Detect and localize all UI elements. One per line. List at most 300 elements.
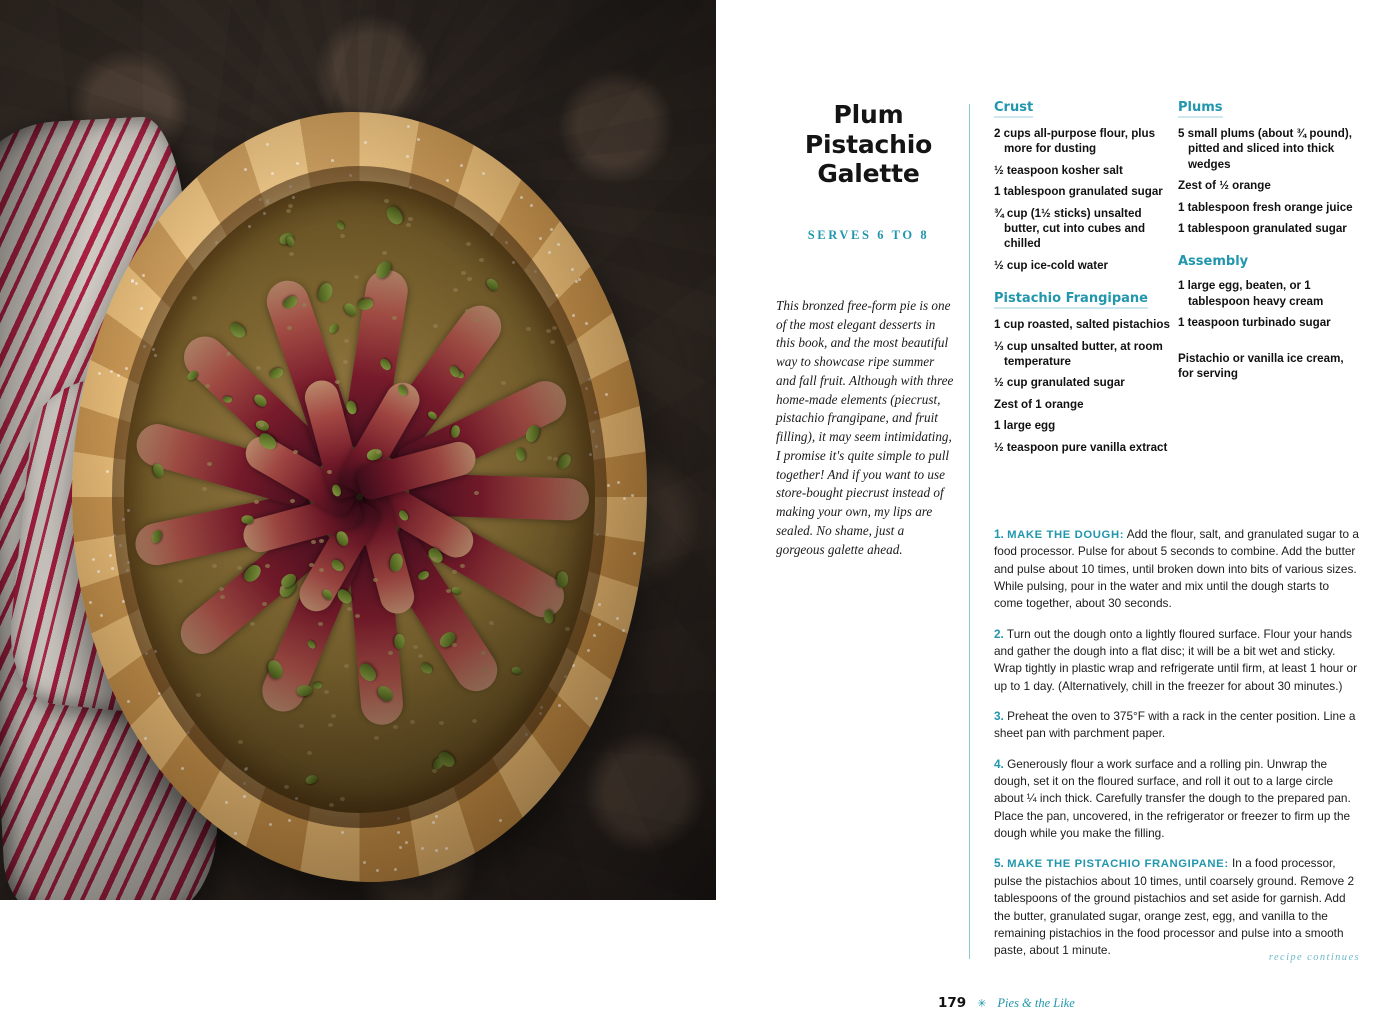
frangipane-crumb xyxy=(433,324,438,328)
turbinado-sugar-speck xyxy=(534,270,537,273)
pistachio-garnish xyxy=(485,277,501,293)
ingredient-group-heading: Crust xyxy=(994,100,1033,118)
pistachio-garnish xyxy=(389,552,404,572)
frangipane-crumb xyxy=(552,326,557,330)
pistachio-garnish xyxy=(268,367,285,381)
list-item: 1 tablespoon granulated sugar xyxy=(994,185,1163,199)
folio xyxy=(938,995,1075,1011)
turbinado-sugar-speck xyxy=(125,367,128,370)
ingredient-group-heading: Pistachio Frangipane xyxy=(994,291,1148,309)
turbinado-sugar-speck xyxy=(505,241,508,244)
turbinado-sugar-speck xyxy=(349,174,352,177)
turbinado-sugar-speck xyxy=(558,704,561,707)
turbinado-sugar-speck xyxy=(295,797,298,800)
pistachio-garnish xyxy=(335,220,346,231)
plum-wedge xyxy=(392,374,572,490)
frangipane-crumb xyxy=(327,470,332,474)
turbinado-sugar-speck xyxy=(397,817,400,820)
frangipane-crumb xyxy=(460,564,465,568)
turbinado-sugar-speck xyxy=(259,198,262,201)
turbinado-sugar-speck xyxy=(127,561,130,564)
pistachio-garnish xyxy=(436,749,457,770)
frangipane-crumb xyxy=(335,380,340,384)
step-number: 4. xyxy=(994,756,1004,771)
pistachio-garnish xyxy=(279,571,299,590)
turbinado-sugar-speck xyxy=(435,849,438,852)
turbinado-sugar-speck xyxy=(215,241,218,244)
pistachio-garnish xyxy=(223,396,233,403)
plum-wedge xyxy=(132,419,317,509)
pistachio-garnish xyxy=(378,357,393,372)
list-item: 1 tablespoon fresh orange juice xyxy=(1178,200,1353,214)
plum-wedge xyxy=(301,377,365,502)
pistachio-garnish xyxy=(523,424,541,445)
list-item: Zest of ½ orange xyxy=(1178,179,1271,193)
frangipane-crumb xyxy=(489,621,494,625)
turbinado-sugar-speck xyxy=(92,558,95,561)
frangipane-crumb xyxy=(290,499,295,503)
page-number: 179 xyxy=(938,995,967,1011)
turbinado-sugar-speck xyxy=(622,629,625,632)
turbinado-sugar-speck xyxy=(266,199,269,202)
pistachio-garnish xyxy=(543,609,554,624)
turbinado-sugar-speck xyxy=(435,815,438,818)
frangipane-crumb xyxy=(408,217,413,221)
turbinado-sugar-speck xyxy=(152,348,155,351)
frangipane-crumb xyxy=(238,740,243,744)
turbinado-sugar-speck xyxy=(145,652,148,655)
step-text: Generously flour a work surface and a rolling pin. Unwrap the dough, set it on the floured surface, and roll it out to a large circle about ¼ inch thick. Carefully transfer the dough to the prepared pan. Place the pan, uncovered, in the refrigerator or freezer to firm up the dough while you make the filling. xyxy=(994,756,1351,840)
frangipane-crumb xyxy=(467,277,472,281)
turbinado-sugar-speck xyxy=(296,162,299,165)
turbinado-sugar-speck xyxy=(154,354,157,357)
frangipane-crumb xyxy=(376,450,381,454)
frangipane-crumb xyxy=(344,664,349,668)
pistachio-garnish xyxy=(418,661,433,676)
pistachio-garnish xyxy=(149,529,163,545)
frangipane-crumb xyxy=(307,751,312,755)
turbinado-sugar-speck xyxy=(623,497,626,500)
turbinado-sugar-speck xyxy=(520,196,523,199)
turbinado-sugar-speck xyxy=(550,228,553,231)
pistachio-garnish xyxy=(331,484,343,498)
turbinado-sugar-speck xyxy=(540,706,543,709)
pistachio-garnish xyxy=(366,447,384,462)
turbinado-sugar-speck xyxy=(592,430,595,433)
turbinado-sugar-speck xyxy=(598,623,601,626)
pistachio-garnish xyxy=(335,587,354,606)
pistachio-garnish xyxy=(396,383,409,397)
frangipane-crumb xyxy=(226,352,231,356)
pistachio-garnish xyxy=(357,661,380,685)
list-item: ½ cup granulated sugar xyxy=(994,376,1125,390)
plum-wedge xyxy=(342,267,411,451)
frangipane-crumb xyxy=(418,654,423,658)
pistachio-garnish xyxy=(241,562,264,585)
plum-wedge xyxy=(173,516,339,663)
list-item: ½ teaspoon pure vanilla extract xyxy=(994,440,1168,454)
turbinado-sugar-speck xyxy=(585,322,588,325)
ingredient-group-plums xyxy=(1178,98,1360,236)
pistachio-garnish xyxy=(281,294,300,311)
plum-wedge xyxy=(354,492,418,617)
turbinado-sugar-speck xyxy=(109,554,112,557)
frangipane-crumb xyxy=(393,725,398,729)
turbinado-sugar-speck xyxy=(530,204,533,207)
frangipane-crumb xyxy=(461,271,466,275)
list-item: 5 small plums (about ¾ pound), pitted and sliced into thick wedges xyxy=(1178,127,1352,171)
turbinado-sugar-speck xyxy=(595,445,598,448)
frangipane-crumb xyxy=(344,339,349,343)
turbinado-sugar-speck xyxy=(557,243,560,246)
turbinado-sugar-speck xyxy=(397,831,400,834)
pistachio-garnish xyxy=(373,258,394,280)
frangipane-crumb xyxy=(526,327,531,331)
ingredient-list xyxy=(994,317,1170,455)
frangipane-crumb xyxy=(178,579,183,583)
frangipane-crumb xyxy=(473,318,478,322)
frangipane-crumb xyxy=(212,564,217,568)
turbinado-sugar-speck xyxy=(406,155,409,158)
pistachio-garnish xyxy=(254,419,270,433)
frangipane-crumb xyxy=(481,651,486,655)
asterisk-icon: ✳ xyxy=(977,997,987,1010)
ingredient-list xyxy=(1178,126,1360,236)
step-number: 3. xyxy=(994,709,1004,724)
turbinado-sugar-speck xyxy=(445,847,448,850)
plum-wedge xyxy=(368,298,509,468)
turbinado-sugar-speck xyxy=(289,185,292,188)
turbinado-sugar-speck xyxy=(243,782,246,785)
frangipane-crumb xyxy=(446,589,451,593)
frangipane-crumb xyxy=(318,622,323,626)
turbinado-sugar-speck xyxy=(266,201,269,204)
plum-wedge xyxy=(359,474,480,563)
turbinado-sugar-speck xyxy=(564,675,567,678)
pistachio-garnish xyxy=(431,755,446,771)
turbinado-sugar-speck xyxy=(187,731,190,734)
turbinado-sugar-speck xyxy=(89,601,92,604)
pistachio-garnish xyxy=(297,684,314,696)
frangipane-crumb xyxy=(465,309,470,313)
list-item: ½ teaspoon kosher salt xyxy=(994,163,1123,177)
list-item: ½ cup ice-cold water xyxy=(994,258,1109,272)
list-item: 1 cup roasted, salted pistachios xyxy=(994,318,1170,332)
pistachio-garnish xyxy=(397,509,410,522)
serving-note: Pistachio or vanilla ice cream, for serving xyxy=(1178,351,1344,381)
turbinado-sugar-speck xyxy=(598,603,601,606)
pistachio-garnish xyxy=(514,447,526,462)
frangipane-crumb xyxy=(192,296,197,300)
turbinado-sugar-speck xyxy=(539,712,542,715)
ingredients-column-right xyxy=(1178,98,1360,381)
turbinado-sugar-speck xyxy=(594,411,597,414)
pistachio-garnish xyxy=(227,321,248,341)
frangipane-crumb xyxy=(284,785,289,789)
turbinado-sugar-speck xyxy=(499,819,502,822)
turbinado-sugar-speck xyxy=(482,172,485,175)
frangipane-crumb xyxy=(482,668,487,672)
turbinado-sugar-speck xyxy=(595,697,598,700)
frangipane-crumb xyxy=(406,223,411,227)
turbinado-sugar-speck xyxy=(144,737,147,740)
turbinado-sugar-speck xyxy=(263,212,266,215)
frangipane-crumb xyxy=(331,714,336,718)
plum-wedge xyxy=(394,499,571,625)
frangipane-crumb xyxy=(319,568,324,572)
pistachio-garnish xyxy=(427,410,439,421)
turbinado-sugar-speck xyxy=(363,861,366,864)
turbinado-sugar-speck xyxy=(585,387,588,390)
plum-wedge xyxy=(408,473,589,521)
ingredient-group-frangipane xyxy=(994,289,1170,455)
section-name: Pies & the Like xyxy=(997,995,1075,1010)
frangipane-crumb xyxy=(207,462,212,466)
step-text: Preheat the oven to 375°F with a rack in the center position. Line a sheet pan with parchment paper. xyxy=(994,709,1356,741)
turbinado-sugar-speck xyxy=(446,179,449,182)
turbinado-sugar-speck xyxy=(244,168,247,171)
frangipane-crumb xyxy=(347,607,352,611)
frangipane-crumb xyxy=(354,275,359,279)
frangipane-crumb xyxy=(452,643,457,647)
plum-wedge xyxy=(176,327,335,481)
frangipane-crumb xyxy=(343,360,348,364)
turbinado-sugar-speck xyxy=(110,370,113,373)
list-item: 1 teaspoon turbinado sugar xyxy=(1178,316,1331,330)
turbinado-sugar-speck xyxy=(341,831,344,834)
turbinado-sugar-speck xyxy=(127,509,130,512)
turbinado-sugar-speck xyxy=(548,251,551,254)
turbinado-sugar-speck xyxy=(409,186,412,189)
turbinado-sugar-speck xyxy=(266,143,269,146)
serves-label: SERVES 6 TO 8 xyxy=(807,228,930,242)
frangipane-crumb xyxy=(546,329,551,333)
turbinado-sugar-speck xyxy=(405,841,408,844)
step-text: Turn out the dough onto a lightly floured surface. Flour your hands and gather the dough into a flat disc; it will be a bit wet and sticky. Wrap tightly in plastic wrap and refrigerate until firm, at least 1 hour or up to 1 day. (Alternatively, chill in the freezer for about 30 minutes.) xyxy=(994,626,1358,693)
frangipane-crumb xyxy=(373,578,378,582)
turbinado-sugar-speck xyxy=(525,733,528,736)
plum-wedge xyxy=(355,438,480,502)
turbinado-sugar-speck xyxy=(596,533,599,536)
turbinado-sugar-speck xyxy=(364,141,367,144)
frangipane-crumb xyxy=(205,384,210,388)
turbinado-sugar-speck xyxy=(271,172,274,175)
frangipane-crumb xyxy=(287,326,292,330)
frangipane-crumb xyxy=(149,535,154,539)
ingredient-group-assembly xyxy=(1178,252,1360,330)
turbinado-sugar-speck xyxy=(142,274,145,277)
frangipane-crumb xyxy=(382,251,387,255)
pistachio-garnish xyxy=(556,571,568,588)
pistachio-garnish xyxy=(278,231,296,247)
turbinado-sugar-speck xyxy=(605,393,608,396)
frangipane-crumb xyxy=(432,769,437,773)
pistachio-garnish xyxy=(151,462,165,479)
turbinado-sugar-speck xyxy=(127,700,130,703)
galette-crust xyxy=(72,112,647,882)
frangipane-crumb xyxy=(472,719,477,723)
ingredient-list xyxy=(994,126,1170,273)
frangipane-crumb xyxy=(413,645,418,649)
turbinado-sugar-speck xyxy=(572,314,575,317)
plum-wedge xyxy=(348,544,405,727)
turbinado-sugar-speck xyxy=(589,453,592,456)
frangipane-crumb xyxy=(286,209,291,213)
frangipane-crumb xyxy=(340,234,345,238)
pistachio-garnish xyxy=(329,558,345,574)
step-3 xyxy=(994,708,1360,743)
frangipane-crumb xyxy=(254,500,259,504)
frangipane-crumb xyxy=(547,456,552,460)
frangipane-crumb xyxy=(196,693,201,697)
frangipane-crumb xyxy=(302,303,307,307)
pistachio-garnish xyxy=(450,424,460,438)
frangipane-crumb xyxy=(262,602,267,606)
frangipane-crumb xyxy=(355,614,360,618)
frangipane-crumb xyxy=(374,736,379,740)
turbinado-sugar-speck xyxy=(399,846,402,849)
turbinado-sugar-speck xyxy=(111,567,114,570)
plum-wedge xyxy=(239,492,364,556)
plum-wedge xyxy=(132,491,317,569)
turbinado-sugar-speck xyxy=(432,821,435,824)
pistachio-garnish xyxy=(327,322,340,335)
turbinado-sugar-speck xyxy=(633,552,636,555)
pistachio-garnish xyxy=(304,773,318,785)
frangipane-crumb xyxy=(474,491,479,495)
frangipane-crumb xyxy=(388,651,393,655)
headnote: This bronzed free-form pie is one of the most elegant desserts in this book, and the most beautiful way to showcase ripe summer and fall fruit. Although with three home-made elements (piecrust, pistachio frangipane, and fruit filling), it may seem intimidating, I promise it's quite simple to pull together! And if you want to use store-bought piecrust instead of making your own, my lips are sealed. No shame, just a gorgeous galette ahead. xyxy=(776,298,954,557)
frangipane-crumb xyxy=(410,720,415,724)
step-number: 1. xyxy=(994,526,1004,541)
frangipane-crumb xyxy=(466,242,471,246)
pistachio-garnish xyxy=(451,586,462,595)
turbinado-sugar-speck xyxy=(143,345,146,348)
turbinado-sugar-speck xyxy=(512,261,515,264)
pistachio-garnish xyxy=(394,634,405,649)
method-steps xyxy=(994,514,1360,973)
step-5 xyxy=(994,855,1360,959)
turbinado-sugar-speck xyxy=(588,378,591,381)
pistachio-garnish xyxy=(384,203,406,227)
list-item: ¾ cup (1½ sticks) unsalted butter, cut into cubes and chilled xyxy=(994,206,1146,251)
frangipane-crumb xyxy=(479,258,484,262)
ingredient-list xyxy=(1178,278,1360,330)
frangipane-crumb xyxy=(311,540,316,544)
step-number: 2. xyxy=(994,626,1004,641)
frangipane-crumb xyxy=(453,288,458,292)
pistachio-garnish xyxy=(357,298,374,312)
turbinado-sugar-speck xyxy=(98,372,101,375)
turbinado-sugar-speck xyxy=(376,869,379,872)
turbinado-sugar-speck xyxy=(607,484,610,487)
turbinado-sugar-speck xyxy=(117,374,120,377)
turbinado-sugar-speck xyxy=(140,307,143,310)
frangipane-crumb xyxy=(265,564,270,568)
step-4 xyxy=(994,756,1360,843)
turbinado-sugar-speck xyxy=(113,534,116,537)
plum-wedge xyxy=(239,430,360,519)
turbinado-sugar-speck xyxy=(119,544,122,547)
pistachio-garnish xyxy=(425,546,444,566)
recipe-photo xyxy=(0,0,716,900)
step-2 xyxy=(994,626,1360,695)
plum-wedge xyxy=(256,536,364,718)
turbinado-sugar-speck xyxy=(288,819,291,822)
turbinado-sugar-speck xyxy=(234,832,237,835)
frangipane-crumb xyxy=(324,690,329,694)
pistachio-garnish xyxy=(277,577,299,600)
plum-wedge xyxy=(293,496,382,617)
turbinado-sugar-speck xyxy=(587,649,590,652)
turbinado-sugar-speck xyxy=(571,268,574,271)
list-item: 2 cups all-purpose flour, plus more for dusting xyxy=(994,127,1156,156)
turbinado-sugar-speck xyxy=(292,196,295,199)
recipe-text-page xyxy=(716,0,1400,1011)
ingredients-column-left xyxy=(994,98,1170,471)
frangipane-crumb xyxy=(452,570,457,574)
pistachio-garnish xyxy=(266,658,285,681)
frangipane-crumb xyxy=(256,366,261,370)
galette xyxy=(72,112,647,892)
frangipane-crumb xyxy=(289,252,294,256)
frangipane-crumb xyxy=(439,721,444,725)
step-lead: MAKE THE PISTACHIO FRANGIPANE: xyxy=(1007,858,1229,871)
turbinado-sugar-speck xyxy=(225,801,228,804)
step-number: 5. xyxy=(994,856,1004,871)
frangipane-crumb xyxy=(220,595,225,599)
pistachio-garnish xyxy=(316,281,335,303)
pistachio-garnish xyxy=(312,682,321,689)
pistachio-garnish xyxy=(253,392,270,409)
turbinado-sugar-speck xyxy=(100,614,103,617)
frangipane-crumb xyxy=(329,803,334,807)
turbinado-sugar-speck xyxy=(135,282,138,285)
turbinado-sugar-speck xyxy=(617,481,620,484)
list-item: 1 large egg xyxy=(994,419,1056,433)
pistachio-garnish xyxy=(256,430,279,452)
turbinado-sugar-speck xyxy=(631,494,634,497)
list-item: ⅓ cup unsalted butter, at room temperature xyxy=(994,339,1163,369)
pistachio-garnish xyxy=(285,235,295,247)
frangipane-crumb xyxy=(219,587,224,591)
step-lead: MAKE THE DOUGH: xyxy=(1007,528,1125,541)
turbinado-sugar-speck xyxy=(126,569,129,572)
turbinado-sugar-speck xyxy=(122,600,125,603)
turbinado-sugar-speck xyxy=(158,692,161,695)
pistachio-garnish xyxy=(335,529,351,547)
list-item: Zest of 1 orange xyxy=(994,397,1084,411)
frangipane-crumb xyxy=(237,566,242,570)
recipe-continues-note: recipe continues xyxy=(1268,952,1360,963)
ingredient-group-heading: Assembly xyxy=(1178,254,1249,270)
page-title: Plum Pistachio Galette xyxy=(804,100,933,188)
step-text: Add the flour, salt, and granulated sugar to a food processor. Pulse for about 5 seconds to combine. Add the butter and pulse about 10 times, until broken down into bits of various sizes. While pulsing, pour in the water and mix until the dough starts to come together, about 30 seconds. xyxy=(994,526,1359,611)
pistachio-garnish xyxy=(185,369,199,382)
pistachio-garnish xyxy=(453,369,465,380)
turbinado-sugar-speck xyxy=(243,795,246,798)
frangipane-crumb xyxy=(202,487,207,491)
step-text: In a food processor, pulse the pistachios about 10 times, until coarsely ground. Remove 2 tablespoons of the ground pistachios and set aside for garnish. Add the butter, granulated sugar, orange zest, egg, and vanilla to the remaining pistachios in the food processor and pulse into a smooth paste, about 1 minute. xyxy=(994,856,1355,958)
frangipane-crumb xyxy=(340,797,345,801)
pistachio-garnish xyxy=(242,515,254,524)
turbinado-sugar-speck xyxy=(244,768,247,771)
frangipane-crumb xyxy=(259,423,264,427)
turbinado-sugar-speck xyxy=(421,847,424,850)
frangipane-crumb xyxy=(565,627,570,631)
ingredient-group-heading: Plums xyxy=(1178,100,1223,118)
pistachio-garnish xyxy=(342,301,359,318)
